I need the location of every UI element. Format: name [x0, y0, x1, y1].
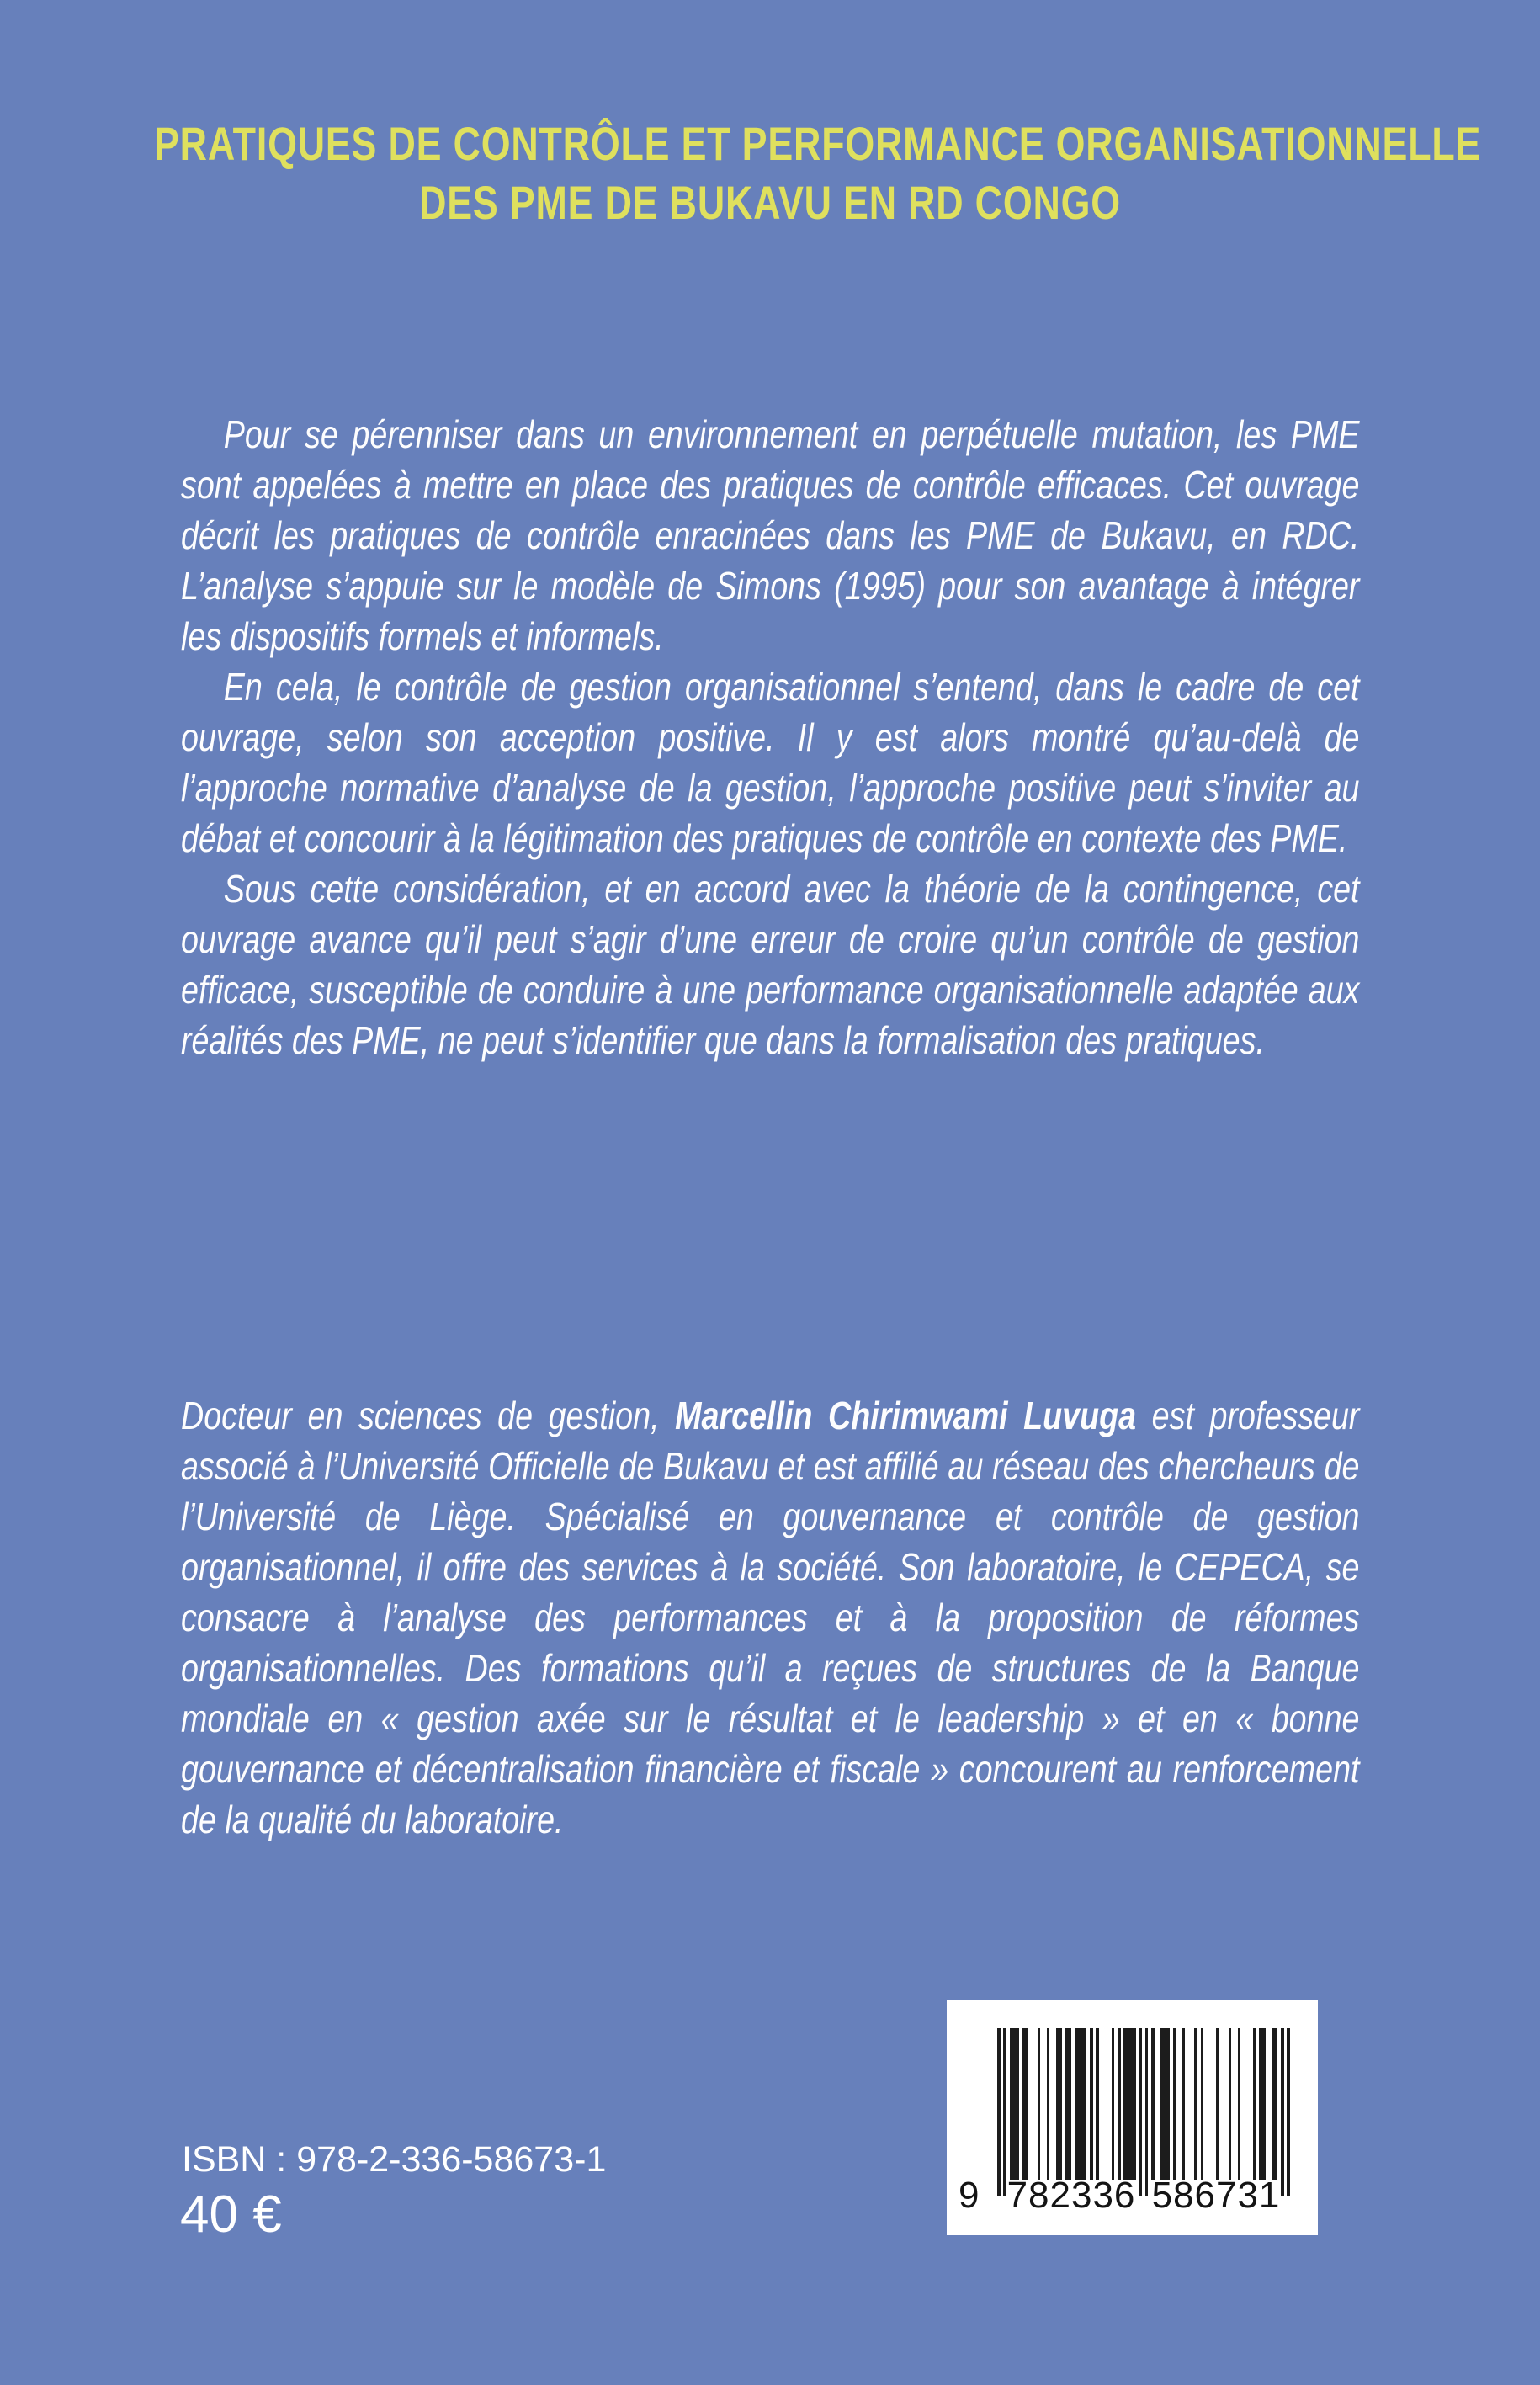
author-name: Marcellin Chirimwami Luvuga [675, 1394, 1137, 1437]
barcode-digits-right: 586731 [1151, 2175, 1281, 2216]
synopsis-paragraph-3: Sous cette considération, et en accord avec la théorie de la contingence, cet ouvrage avance qu’il peut s’agir d’une erreur de croire qu’un contrôle de gestion efficace, susceptible de conduire à une performance organisationnelle adaptée aux réalités des PME, ne peut s’identifier que dans la formalisation des pratiques. [181, 867, 1360, 1062]
barcode-bars [997, 2028, 1290, 2196]
barcode [947, 2000, 1318, 2235]
synopsis-paragraph-2: En cela, le contrôle de gestion organisationnel s’entend, dans le cadre de cet ouvrage, selon son acception positive. Il y est alors montré qu’au-delà de l’approche normative d’analyse de la gestion, l’approche positive peut s’inviter au débat et concourir à la légitimation des pratiques de contrôle en contexte des PME. [181, 665, 1360, 860]
author-bio [181, 1390, 1359, 1845]
book-title-line-2: DES PME DE BUKAVU EN RD CONGO [419, 176, 1121, 229]
bio-intro: Docteur en sciences de gestion, [181, 1394, 676, 1437]
barcode-digit-first: 9 [959, 2175, 980, 2216]
isbn-text: ISBN : 978-2-336-58673-1 [182, 2139, 607, 2180]
book-title [0, 114, 1540, 232]
barcode-digits-left: 782336 [1006, 2175, 1136, 2216]
synopsis-paragraph-1: Pour se pérenniser dans un environnement en perpétuelle mutation, les PME sont appelées à mettre en place des pratiques de contrôle efficaces. Cet ouvrage décrit les pratiques de contrôle enracinées dans les PME de Bukavu, en RDC. L’analyse s’appuie sur le modèle de Simons (1995) pour son avantage à intégrer les dispositifs formels et informels. [181, 412, 1360, 658]
author-bio-text [181, 1390, 1359, 1845]
book-title-line-1: PRATIQUES DE CONTRÔLE ET PERFORMANCE ORGANISATIONNELLE [154, 117, 1482, 170]
bio-rest: est professeur associé à l’Université Officielle de Bukavu et est affilié au réseau des chercheurs de l’Université de Liège. Spécialisé en gouvernance et contrôle de gestion organisationnel, il offre des services à la société. Son laboratoire, le CEPECA, se consacre à l’analyse des performances et à la proposition de réformes organisationnelles. Des formations qu’il a reçues de structures de la Banque mondiale en « gestion axée sur le résultat et le leadership » et en « bonne gouvernance et décentralisation financière et fiscale » concourent au renforcement de la qualité du laboratoire. [181, 1394, 1360, 1841]
price-text: 40 € [180, 2186, 282, 2244]
synopsis [181, 409, 1359, 1065]
